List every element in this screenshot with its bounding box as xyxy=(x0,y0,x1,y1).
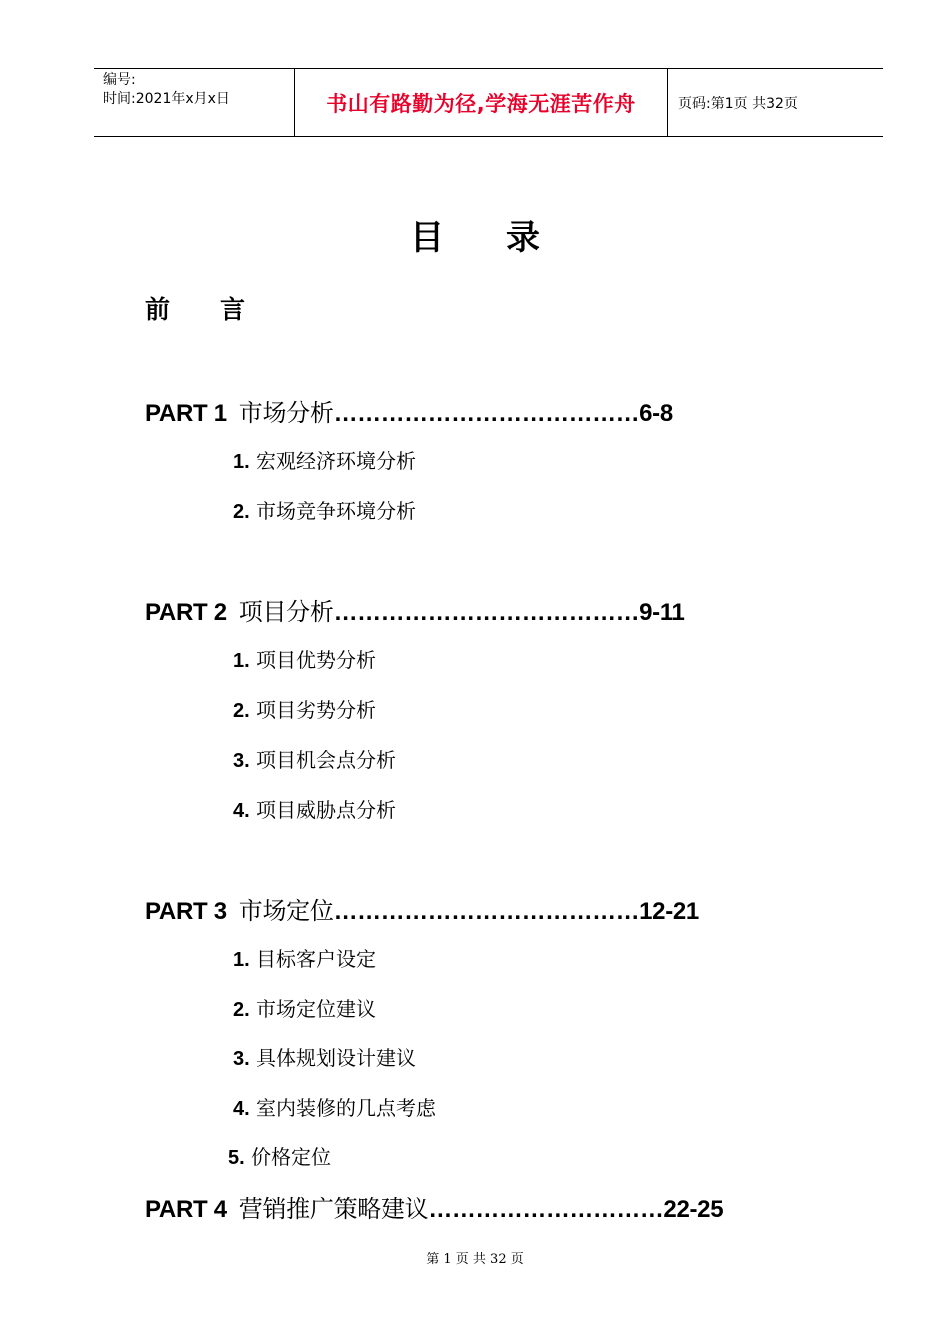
item-number: 5. xyxy=(228,1147,245,1169)
item-text: 项目威胁点分析 xyxy=(256,798,397,822)
toc-item xyxy=(233,445,416,474)
item-text: 室内装修的几点考虑 xyxy=(256,1096,437,1120)
toc-item xyxy=(233,1092,436,1121)
toc-part-3 xyxy=(145,891,699,926)
item-number: 4. xyxy=(233,800,250,822)
part-label: PART 3 xyxy=(145,898,227,925)
item-text: 价格定位 xyxy=(251,1145,332,1169)
page-title xyxy=(0,210,950,259)
part-name: 项目分析 xyxy=(238,598,334,626)
toc-item xyxy=(233,993,376,1022)
item-number: 3. xyxy=(233,1048,250,1070)
item-number: 3. xyxy=(233,750,250,772)
part-pages: 9-11 xyxy=(639,599,685,626)
item-text: 项目劣势分析 xyxy=(256,698,377,722)
part-name: 营销推广策略建议 xyxy=(238,1195,429,1223)
toc-item xyxy=(228,1141,331,1170)
foreword-char: 前 xyxy=(145,295,171,324)
toc-part-1 xyxy=(145,393,673,428)
part-name: 市场分析 xyxy=(238,399,334,427)
motto-text: 书山有路勤为径,学海无涯苦作舟 xyxy=(326,91,636,116)
part-pages: 6-8 xyxy=(639,400,673,427)
part-pages: 12-21 xyxy=(639,898,699,925)
number-label: 编号: xyxy=(103,72,136,88)
foreword-char: 言 xyxy=(220,295,246,324)
leader-dots: ………………………………… xyxy=(333,898,640,925)
leader-dots: ………………………………… xyxy=(333,400,640,427)
item-text: 项目机会点分析 xyxy=(256,748,397,772)
item-number: 2. xyxy=(233,999,250,1021)
header-page-cell xyxy=(668,69,883,136)
item-text: 具体规划设计建议 xyxy=(256,1046,417,1070)
title-char: 目 xyxy=(410,218,444,258)
toc-item xyxy=(233,495,416,524)
leader-dots: ………………………… xyxy=(428,1196,664,1223)
part-label: PART 2 xyxy=(145,599,227,626)
toc-item xyxy=(233,1042,416,1071)
page-footer: 第 1 页 共 32 页 xyxy=(426,1252,524,1267)
toc-item xyxy=(233,744,396,773)
item-text: 项目优势分析 xyxy=(256,648,377,672)
item-number: 2. xyxy=(233,700,250,722)
part-label: PART 4 xyxy=(145,1196,227,1223)
item-number: 1. xyxy=(233,949,250,971)
item-text: 目标客户设定 xyxy=(256,947,377,971)
header-motto-cell xyxy=(295,69,667,136)
toc-item xyxy=(233,644,376,673)
item-number: 2. xyxy=(233,501,250,523)
item-number: 1. xyxy=(233,451,250,473)
leader-dots: ………………………………… xyxy=(333,599,640,626)
title-char: 录 xyxy=(506,218,540,258)
toc-item xyxy=(233,943,376,972)
toc-part-4 xyxy=(145,1189,723,1224)
part-pages: 22-25 xyxy=(663,1196,724,1223)
item-text: 宏观经济环境分析 xyxy=(256,449,417,473)
document-header xyxy=(94,68,883,137)
toc-part-2 xyxy=(145,592,685,627)
item-number: 1. xyxy=(233,650,250,672)
toc-item xyxy=(233,694,376,723)
part-name: 市场定位 xyxy=(238,897,334,925)
item-text: 市场定位建议 xyxy=(256,997,377,1021)
toc-item xyxy=(233,794,396,823)
item-number: 4. xyxy=(233,1098,250,1120)
header-meta-cell xyxy=(94,69,294,136)
time-label: 时间:2021年x月x日 xyxy=(103,91,230,107)
page-code: 页码:第1页 共32页 xyxy=(678,95,798,112)
part-label: PART 1 xyxy=(145,400,227,427)
item-text: 市场竞争环境分析 xyxy=(256,499,417,523)
foreword-heading xyxy=(145,290,245,326)
